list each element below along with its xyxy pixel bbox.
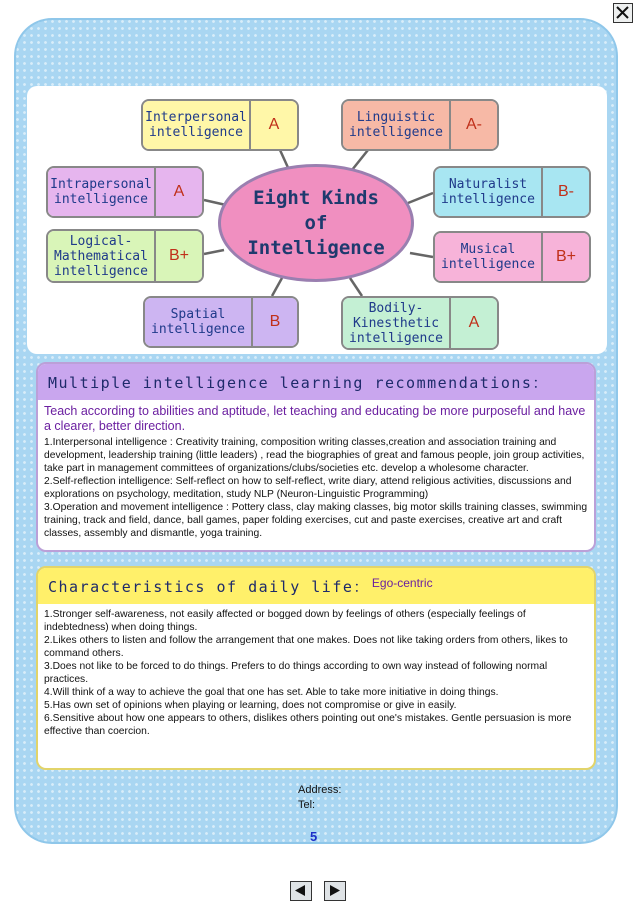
connector-spatial — [272, 278, 282, 296]
list-item: 3.Does not like to be forced to do things. Prefers to do things according to own way instead of following normal practices. — [44, 661, 548, 685]
connector-logical — [204, 250, 224, 254]
node-naturalist — [433, 166, 591, 218]
node-name: Musical intelligence — [435, 233, 541, 281]
recommendations-panel — [36, 362, 596, 552]
characteristics-header — [38, 568, 594, 604]
node-grade: B- — [541, 168, 589, 216]
node-grade: A- — [449, 101, 497, 149]
node-name: Naturalist intelligence — [435, 168, 541, 216]
recommendations-intro: Teach according to abilities and aptitude, let teaching and educating be more purposeful and have a clearer, better direction. — [44, 404, 586, 433]
node-grade: A — [249, 101, 297, 149]
node-logical — [46, 229, 204, 283]
characteristics-list — [38, 604, 594, 738]
list-item: 2.Self-reflection intelligence: Self-reflect on how to self-reflect, write diary, attend religious activities, discussions and explorations on psychology, meditation, study NLP (Neuron-Linguistic Programming) — [44, 476, 572, 500]
page-number: 5 — [310, 829, 318, 844]
characteristics-panel — [36, 566, 596, 770]
characteristics-subtitle: Ego-centric — [371, 576, 433, 590]
mindmap-center — [218, 164, 414, 282]
recommendations-title: Multiple intelligence learning recommendations： — [38, 364, 594, 400]
node-musical — [433, 231, 591, 283]
triangle-left-icon — [291, 882, 310, 899]
node-spatial — [143, 296, 299, 348]
connector-linguistic — [352, 150, 368, 170]
node-bodily — [341, 296, 499, 350]
address-label: Address: — [298, 784, 342, 796]
node-linguistic — [341, 99, 499, 151]
node-name: Logical-Mathematical intelligence — [48, 231, 154, 281]
recommendations-list — [38, 436, 594, 540]
list-item: 1.Interpersonal intelligence : Creativity training, composition writing classes,creation and association training and development, leadership training (little leaders) , read the biographies of great and famous people, join group activities, take part in management committees of organizations/clubs/societies etc. develop a wholesome character. — [44, 437, 585, 474]
prev-page-button[interactable] — [290, 881, 312, 901]
list-item: 6.Sensitive about how one appears to others, dislikes others pointing out one's mistakes. Gentle persuasion is more effective than coercion. — [44, 713, 572, 737]
node-name: Spatial intelligence — [145, 298, 251, 346]
node-name: Linguistic intelligence — [343, 101, 449, 149]
list-item: 4.Will think of a way to achieve the goal that one has set. Able to take more initiative in doing things. — [44, 687, 499, 698]
list-item: 1.Stronger self-awareness, not easily affected or bogged down by feelings of others (especially feelings of indebtedness) when doing things. — [44, 609, 526, 633]
list-item: 2.Likes others to listen and follow the arrangement that one makes. Does not like taking orders from others, likes to command others. — [44, 635, 568, 659]
center-label: Eight Kinds of Intelligence — [247, 186, 385, 259]
node-intrapersonal — [46, 166, 204, 218]
list-item: 5.Has own set of opinions when playing or learning, does not compromise or give in easily. — [44, 700, 457, 711]
connector-naturalist — [408, 193, 433, 203]
node-grade: A — [154, 168, 202, 216]
node-grade: B — [251, 298, 297, 346]
list-item: 3.Operation and movement intelligence : Pottery class, clay making classes, big motor skills training classes, swimming training, track and field, dance, ball games, paper folding exercises, cut and paste exercises, creative art and craft classes, assembly and dismantle, yoga training. — [44, 502, 588, 539]
node-interpersonal — [141, 99, 299, 151]
node-grade: B+ — [154, 231, 202, 281]
node-grade: B+ — [541, 233, 589, 281]
node-name: Intrapersonal intelligence — [48, 168, 154, 216]
next-page-button[interactable] — [324, 881, 346, 901]
characteristics-title: Characteristics of daily life： — [48, 577, 370, 596]
tel-label: Tel: — [298, 799, 316, 811]
node-name: Interpersonal intelligence — [143, 101, 249, 149]
node-grade: A — [449, 298, 497, 348]
node-name: Bodily-Kinesthetic intelligence — [343, 298, 449, 348]
connector-bodily — [350, 278, 362, 296]
connector-musical — [410, 253, 433, 257]
triangle-right-icon — [325, 882, 344, 899]
